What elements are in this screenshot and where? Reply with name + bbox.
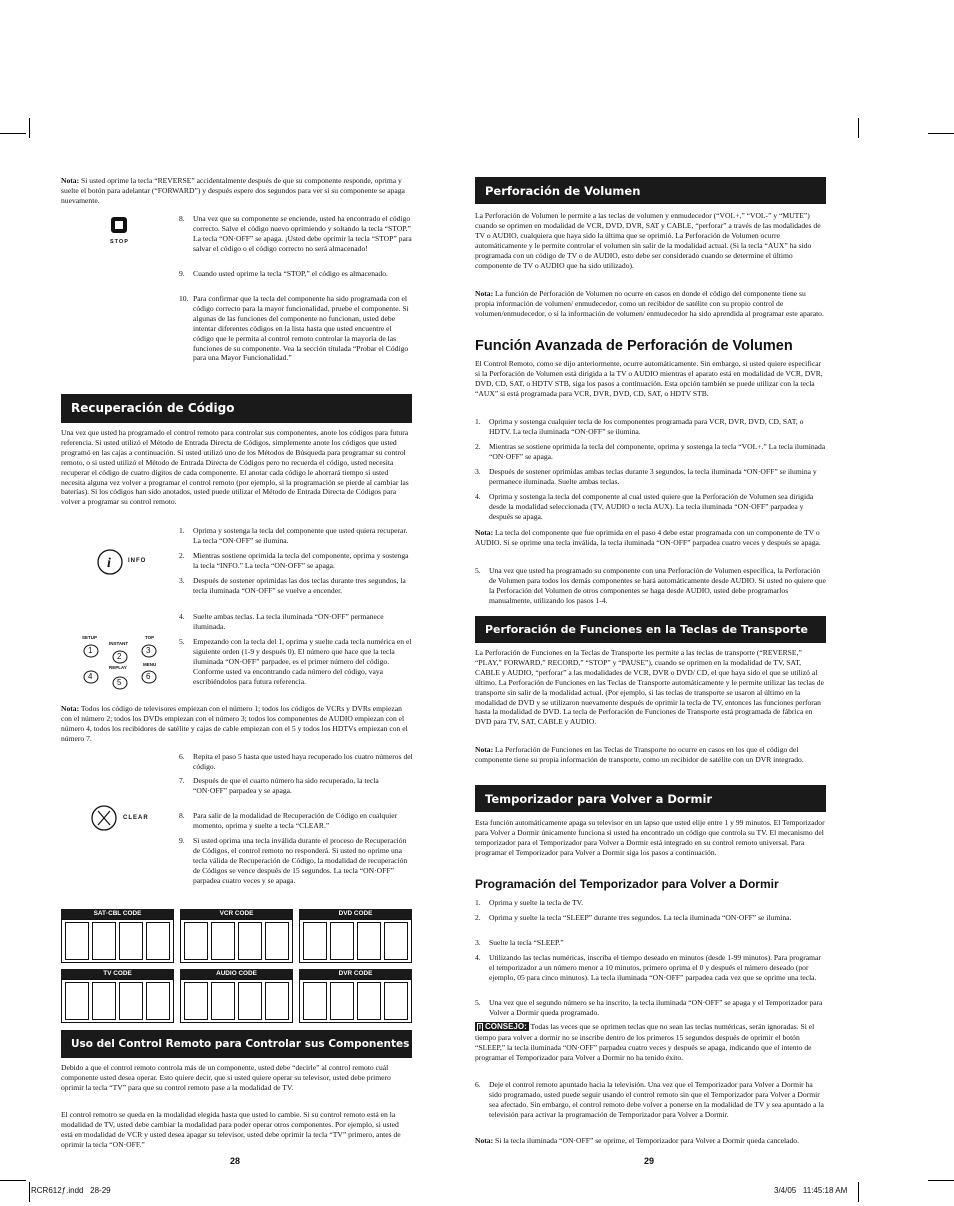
step-1: 1. Oprima y sostenga la tecla del componente que usted quiera recuperar. La tecla “ON·OFF” se ilumina. xyxy=(179,526,408,545)
key-4: 4 xyxy=(88,672,93,681)
step-2: 2. Mientras sostiene oprimida la tecla del componente, oprima y sostenga la tecla “INFO.” La tecla “ON·OFF” se apaga. xyxy=(179,551,409,570)
heading-programacion: Programación del Temporizador para Volver a Dormir xyxy=(475,877,779,891)
heading-funcion-avanzada: Función Avanzada de Perforación de Volumen xyxy=(475,338,793,354)
section-bar-recuperacion: Recuperación de Código xyxy=(61,394,412,423)
temp-step-3: 3. Suelte la tecla “SLEEP.” xyxy=(475,938,564,947)
code-box-header-dvd: DVD CODE xyxy=(299,909,412,919)
avanzada-p1: El Control Remoto, como se dijo anteriormente, ocurre automáticamente. Sin embargo, si usted quiere especificar si la Perforación de Volumen está dirigida a la TV o AUDIO mientras el aparato está en modalidad de VCR, DVR, DVD, CD, SAT, o HDTV STB, siga los pasos a continuación. Esta opción también se puede utilizar con la tecla “AUX” si está programada para VCR, DVR, DVD, CD, SAT, o HDTV STB. xyxy=(475,359,823,398)
svg-text:i: i xyxy=(107,556,111,571)
footer-file: RCR612ƒ.indd 28-29 xyxy=(31,1186,111,1195)
uso-p1: Debido a que el control remoto controla más de un componente, usted debe “decirle” al control remoto cuál componente usted desea operar. Esto quiere decir, que si usted quiere operar su televisor, usted debe primero oprimir la tecla “TV” para que su control remoto pase a la modalidad de TV. xyxy=(61,1063,391,1092)
page-number-left: 28 xyxy=(230,1156,241,1166)
code-box-header-tv: TV CODE xyxy=(61,969,174,979)
code-box-vcr xyxy=(180,919,293,963)
key-1: 1 xyxy=(88,646,93,655)
clear-button-icon xyxy=(90,804,160,834)
adv-step-4: 4. Oprima y sostenga la tecla del componente al cual usted quiere que la Perforación de Volumen sea dirigida desde la modalidad seleccionada (TV, AUDIO o tecla AUX). La tecla iluminada “ON·OFF” parpadea y después se apaga. xyxy=(475,492,814,521)
nota-reverse xyxy=(61,176,411,206)
code-box-sat xyxy=(61,919,174,963)
final-nota: Nota: Si la tecla iluminada “ON·OFF” se oprime, el Temporizador para Volver a Dormir queda cancelado. xyxy=(475,1136,800,1145)
nota-codigos: Nota: Todos los código de televisores empiezan con el número 1; todos los códigos de VCRs y DVRs empiezan con el número 2; todos los DVDs empiezan con el número 3; todos los componentes de AUDIO empiezan con el número 4, todos los recibidores de satélite y cajas de cable empiezan con el 5 y todos los HDTVs empiezan con el número 7. xyxy=(61,704,408,743)
info-label: INFO xyxy=(128,558,147,564)
stop-label: STOP xyxy=(110,239,129,245)
key-2: 2 xyxy=(117,652,122,661)
footer-date: 3/4/05 11:45:18 AM xyxy=(774,1186,848,1195)
step-7: 7. Después de que el cuarto número ha sido recuperado, la tecla “ON·OFF” parpadea y se apaga. xyxy=(179,776,379,795)
step-6: 6. Repita el paso 5 hasta que usted haya recuperado los cuatro números del código. xyxy=(179,752,413,771)
section-bar-uso: Uso del Control Remoto para Controlar sus Componentes xyxy=(61,1030,412,1058)
code-box-audio xyxy=(180,979,293,1023)
code-box-header-vcr: VCR CODE xyxy=(180,909,293,919)
adv-step-3: 3. Después de sostener oprimidas ambas teclas durante 3 segundos, la tecla iluminada “ON·OFF” se ilumina y permanece iluminada. Suelte ambas teclas. xyxy=(475,467,817,486)
temp-step-2: 2. Oprima y suelte la tecla “SLEEP” durante tres segundos. La tecla iluminada “ON·OFF” se ilumina. xyxy=(475,913,792,922)
temp-step-6: 6. Deje el control remoto apuntado hacia la televisión. Una vez que el Temporizador para Volver a Dormir ha sido programado, usted puede seguir usando el control remoto sin que el Temporizador para Volver a Dormir sea afectado. Sin embargo, el control remoto debe volver a ponerse en la modalidad de TV y sea apuntado a la televisión para activar la programación de Temporizador para Volver a Dormir. xyxy=(475,1080,824,1119)
section-bar-temporizador: Temporizador para Volver a Dormir xyxy=(475,785,826,812)
step-3: 3. Después de sostener oprimidas las dos teclas durante tres segundos, la tecla iluminada “ON·OFF” se vuelve a encender. xyxy=(179,576,406,595)
nota-label: Nota: xyxy=(61,176,80,185)
section-bar-volumen: Perforación de Volumen xyxy=(475,177,826,204)
step-8: 8. Una vez que su componente se enciende, usted ha encontrado el código correcto. Salve el código nuevo oprimiendo y soltando la tecla “STOP.” La tecla “ON·OFF” se apaga. ¡Usted debe oprimir la tecla “STOP” para salvar el código o el código correcto no será almacenado! xyxy=(179,214,412,253)
info-button-icon xyxy=(96,548,156,576)
temp-step-4: 4. Utilizando las teclas numéricas, inscriba el tiempo deseado en minutos (desde 1-99 minutos). Para programar el temporizador a un número menor a 10 minutos, primero oprima el 0 y después el número deseado (por ejemplo, 05 para cinco minutos). La tecla iluminada “ON·OFF” parpadea cada vez que se oprime una tecla. xyxy=(475,953,821,982)
avanzada-nota: Nota: La tecla del componente que fue oprimida en el paso 4 debe estar programada con un componente de TV o AUDIO. Si se oprime una tecla inválida, la tecla iluminada “ON·OFF” parpadea cuatro veces y después se apaga. xyxy=(475,528,821,547)
setup-label: SETUP xyxy=(82,635,98,640)
recuperacion-intro: Una vez que usted ha programado el control remoto para controlar sus componentes, anote los códigos para futura referencia. Si usted utilizó el Método de Entrada Directa de Códigos, simplemente anote los códigos que usted programó en las cajas a continuación. Si usted utilizó uno de los Métodos de Búsqueda para programar su control remoto, o si usted utilizó el Método de Entrada Directa de Códigos pero no recuerda el código, usted necesita recuperar el código de cuatro dígitos de cada componente. El anotar cada código le ahorrará tiempo si usted necesita alguna vez volver a programar el control remoto (por ejemplo, si la programación se pierde al cambiar las baterías). Si los códigos han sido anotados, usted puede utilizar el Método de Entrada Directa de Códigos para volver a programar su control remoto. xyxy=(61,428,409,507)
step-8b: 8. Para salir de la modalidad de Recuperación de Código en cualquier momento, oprima y suelte a tecla “CLEAR.” xyxy=(179,811,398,830)
code-box-header-sat: SAT·CBL CODE xyxy=(61,909,174,919)
transporte-nota: Nota: La Perforación de Funciones en las Teclas de Transporte no ocurre en casos en los que el código del componente tiene su propia información de transporte, como un recibidor de satélite con un DVR integrado. xyxy=(475,745,804,764)
page-number-right: 29 xyxy=(644,1156,655,1166)
adv-step-5: 5. Una vez que usted ha programado su componente con una Perforación de Volumen específica, la Perforación de Volumen para todos los demás componentes se hará automáticamente desde AUDIO. Si usted no quiere que la Perforación del Volumen de otros componentes se haga desde AUDIO, usted debe programarlos manualmente, utilizando los pasos 1-4. xyxy=(475,566,826,605)
step-9: 9. Cuando usted oprime la tecla “STOP,” el código es almacenado. xyxy=(179,269,388,278)
numeric-keypad-icon xyxy=(78,635,168,693)
code-box-header-dvr: DVR CODE xyxy=(299,969,412,979)
temp-step-5: 5. Una vez que el segundo número se ha inscrito, la tecla iluminada “ON·OFF” se apaga y el Temporizador para Volver a Dormir queda programado. xyxy=(475,998,823,1017)
key-6: 6 xyxy=(146,672,151,681)
step-10: 10. Para confirmar que la tecla del componente ha sido programada con el código correcto para la mayor funcionalidad, pruebe el componente. Si algunas de las funciones del componente no funcionan, usted debe intentar diferentes códigos en la lista hasta que usted encuentre el código que le permita al control remoto controlar la mayoría de las funciones de su componente. Vea la sección titulada “Probar el Código para una Mayor Funcionalidad.” xyxy=(179,294,409,363)
adv-step-1: 1. Oprima y sostenga cualquier tecla de los componentes programada para VCR, DVR, DVD, CD, SAT, o HDTV. La tecla iluminada “ON·OFF” se ilumina. xyxy=(475,417,804,436)
code-box-dvr xyxy=(299,979,412,1023)
volumen-p1: La Perforación de Volumen le permite a las teclas de volumen y enmudecedor (“VOL+,” “VOL-” y “MUTE”) cuando se oprimen en modalidad de VCR, DVD, DVR, SAT y CABLE, “perforar” a través de las modalidades de TV o AUDIO, cualquiera que haya sido la última que se oprimió. La Perforación de Volumen ocurre automáticamente y le permite controlar el volumen sin salir de la modalidad actual. (Si la tecla “AUX” ha sido programada con un código de TV o de AUDIO, esto debe ser considerado cuando se determine el último componente de TV o AUDIO que ha sido utilizado). xyxy=(475,211,821,270)
step-9b: 9. Si usted oprima una tecla inválida durante el proceso de Recuperación de Códigos, el control remoto no responderá. Si usted no oprime una tecla válida de Recuperación de Código, la modalidad de recuperación de Códigos se vence después de 15 segundos. La tecla “ON·OFF” parpadea cuatro veces y se apaga. xyxy=(179,836,408,885)
volumen-nota: Nota: La función de Perforación de Volumen no ocurre en casos en donde el código del componente tiene su propia información de volumen/ enmudecedor, como un recibidor de satélite con su propio control de volumen/enmudecedor, o si la información de volumen/ enmudecedor ha sido aprendida al programar este aparato. xyxy=(475,289,824,318)
consejo-badge: i CONSEJO: xyxy=(475,1022,529,1031)
code-box-header-audio: AUDIO CODE xyxy=(180,969,293,979)
temp-step-1: 1. Oprima y suelte la tecla de TV. xyxy=(475,898,583,907)
nota-line1: Si usted oprime la tecla “REVERSE” accidentalmente después de que su componente xyxy=(81,176,342,185)
code-box-tv xyxy=(61,979,174,1023)
key-3: 3 xyxy=(146,646,151,655)
uso-p2: El control remotro se queda en la modalidad elegida hasta que usted lo cambie. Si su control remoto está en la modalidad de TV, usted debe cambiar la modalidad para poder operar otros componentes. Por ejemplo, si usted está en modalidad de VCR y usted desea apagar su televisor, usted debe oprimir la tecla “TV” primero, antes de oprimir la tecla “ON·OFF.” xyxy=(61,1110,401,1149)
code-box-dvd xyxy=(299,919,412,963)
section-bar-transporte: Perforación de Funciones en la Teclas de Transporte xyxy=(475,616,826,643)
top-label: TOP xyxy=(145,635,155,640)
step-5: 5. Empezando con la tecla del 1, oprima y suelte cada tecla numérica en el siguiente orden (1-9 y después 0). El número que hace que la tecla iluminada “ON·OFF” parpadee, es el primer número del código. Conforme usted va encontrando cada número del código, vaya escribiéndolos para futura referencia. xyxy=(179,637,412,686)
key-5: 5 xyxy=(117,678,122,687)
nota-text: responde, oprima y suelte el botón para adelantar (“FORWARD”) y después espere dos segundos para ver si su componente se apaga nuevamente. xyxy=(61,176,405,205)
menu-label: MENU xyxy=(143,662,157,667)
instant-label: INSTANT xyxy=(109,641,129,646)
step-4: 4. Suelte ambas teclas. La tecla iluminada “ON·OFF” permanece iluminada. xyxy=(179,612,384,631)
adv-step-2: 2. Mientras se sostiene oprimida la tecla del componente, oprima y sostenga la tecla “VOL+.” La tecla iluminada “ON·OFF” se apaga. xyxy=(475,442,826,461)
consejo-note: i CONSEJO: Todas las veces que se oprimen teclas que no sean las teclas numéricas, serán ignoradas. Si el tiempo para volver a dormir no se inscribe dentro de los primeros 15 segundos después de oprimir el botón “SLEEP,” la tecla iluminada “ON·OFF” parpadea cuatro veces y después se apaga, indicando que el intento de programar el Temporizador para Volver a Dormir no ha tenido éxito. xyxy=(475,1022,815,1062)
replay-label: REPLAY xyxy=(109,665,127,670)
temporizador-p1: Esta función automáticamente apaga su televisor en un lapso que usted elije entre 1 y 99 minutos. El Temporizador para Volver a Dormir únicamente funciona si usted ha encontrado un código que controla su TV. El mecanismo del temporizador para el Temporizador para Volver a Dormir está integrado en su control remoto universal. Para programar el Temporizador para Volver a Dormir siga los pasos a continuación. xyxy=(475,818,825,857)
clear-label: CLEAR xyxy=(123,815,149,821)
stop-button-icon xyxy=(103,215,137,249)
transporte-p1: La Perforación de Funciones en la Teclas de Transporte les permite a las teclas de transporte (“REVERSE,” “PLAY,” FORWARD,” RECORD,” “STOP” y “PAUSE”), cuando se oprimen en la modalidad de TV, SAT, CABLE y AUDIO, “perforar” a las modalidades de VCR, DVR o DVD/ CD, el que haya sido el que se utilizó al último. La Perforación de Funciones en las Teclas de Transporte automáticamente y le permite utilizar las teclas de transporte sin salir de la modalidad actual. (Por ejemplo, si las teclas de transporte se usaron al último en la modalidad de DVD y se utilizaron nuevamente después de oprimir la tecla de TV, entonces las funciones perforan hasta la modalidad de DVD. La tecla de Perforación de Funciones de Transporte está programada de fábrica en DVD para TV, SAT, CABLE y AUDIO. xyxy=(475,648,824,727)
